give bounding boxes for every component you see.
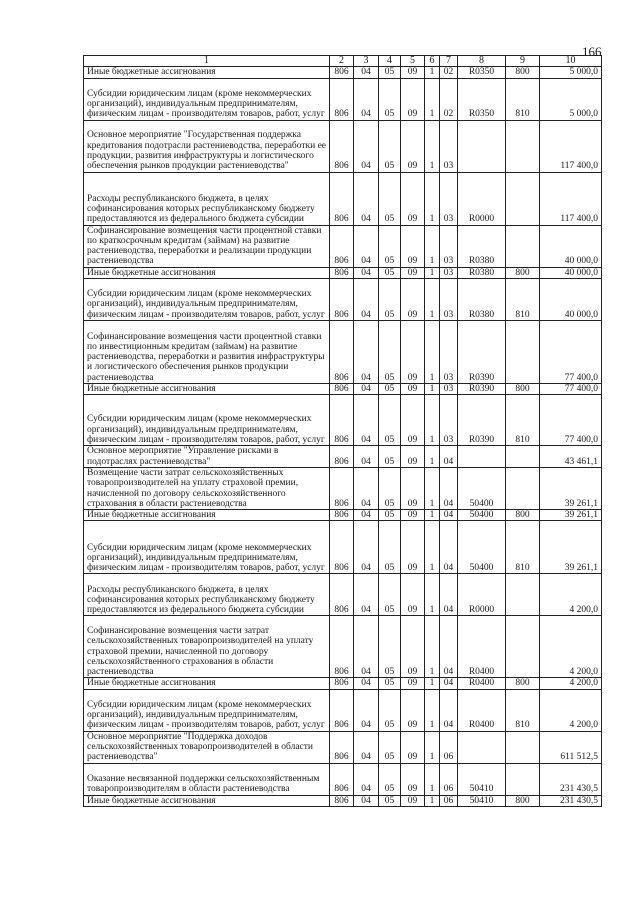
code-subprogram: 1 (425, 446, 440, 468)
table-row (84, 763, 602, 795)
code-program: 09 (401, 120, 425, 172)
header-cell: 6 (425, 56, 440, 67)
code-expense-type (506, 120, 540, 172)
code-subsection: 05 (379, 795, 401, 806)
code-direction: 50400 (458, 521, 506, 574)
table-row (84, 78, 602, 120)
code-section: 04 (354, 384, 379, 395)
code-section: 04 (354, 120, 379, 172)
code-subsection: 05 (379, 574, 401, 616)
code-subprogram: 1 (425, 678, 440, 689)
code-expense-type: 810 (506, 521, 540, 574)
amount: 39 261,1 (540, 521, 602, 574)
code-program: 09 (401, 510, 425, 521)
code-gov: 806 (330, 467, 354, 509)
code-gov: 806 (330, 267, 354, 278)
code-event: 04 (440, 446, 458, 468)
code-event: 04 (440, 521, 458, 574)
code-event: 03 (440, 267, 458, 278)
code-direction (458, 120, 506, 172)
code-event: 04 (440, 616, 458, 678)
code-gov: 806 (330, 384, 354, 395)
code-expense-type (506, 763, 540, 795)
table-row (84, 467, 602, 509)
row-name: Иные бюджетные ассигнования (84, 795, 330, 806)
code-direction: R0380 (458, 225, 506, 267)
code-section: 04 (354, 731, 379, 763)
table-row (84, 225, 602, 267)
row-name: Иные бюджетные ассигнования (84, 510, 330, 521)
row-name: Оказание несвязанной поддержки сельскохозяйственным товаропроизводителям в области растениеводства (84, 763, 330, 795)
code-gov: 806 (330, 172, 354, 225)
code-subsection: 05 (379, 395, 401, 446)
code-program: 09 (401, 574, 425, 616)
code-subprogram: 1 (425, 795, 440, 806)
code-gov: 806 (330, 225, 354, 267)
code-event: 04 (440, 678, 458, 689)
code-subsection: 05 (379, 678, 401, 689)
code-section: 04 (354, 574, 379, 616)
code-event: 06 (440, 763, 458, 795)
code-direction: 50400 (458, 467, 506, 509)
table-row (84, 321, 602, 384)
code-subprogram: 1 (425, 763, 440, 795)
code-event: 06 (440, 795, 458, 806)
amount: 231 430,5 (540, 795, 602, 806)
code-program: 09 (401, 78, 425, 120)
code-section: 04 (354, 521, 379, 574)
table-row (84, 795, 602, 806)
amount: 43 461,1 (540, 446, 602, 468)
code-event: 04 (440, 689, 458, 731)
code-event: 04 (440, 574, 458, 616)
table-row (84, 384, 602, 395)
code-section: 04 (354, 763, 379, 795)
code-direction: R0380 (458, 279, 506, 321)
code-subprogram: 1 (425, 267, 440, 278)
code-expense-type (506, 225, 540, 267)
amount: 117 400,0 (540, 172, 602, 225)
code-direction: R0350 (458, 78, 506, 120)
code-program: 09 (401, 267, 425, 278)
code-direction: 50410 (458, 795, 506, 806)
table-row (84, 689, 602, 731)
code-event: 03 (440, 279, 458, 321)
row-name: Иные бюджетные ассигнования (84, 384, 330, 395)
code-program: 09 (401, 678, 425, 689)
code-subsection: 05 (379, 120, 401, 172)
amount: 39 261,1 (540, 467, 602, 509)
code-subprogram: 1 (425, 574, 440, 616)
code-program: 09 (401, 384, 425, 395)
amount: 231 430,5 (540, 763, 602, 795)
code-subprogram: 1 (425, 78, 440, 120)
code-subsection: 05 (379, 689, 401, 731)
code-program: 09 (401, 321, 425, 384)
code-event: 02 (440, 78, 458, 120)
code-subprogram: 1 (425, 616, 440, 678)
row-name: Субсидии юридическим лицам (кроме некоммерческих организаций), индивидуальным предпринимателям, физическим лицам - производителям товаров, работ, услуг (84, 395, 330, 446)
code-subsection: 05 (379, 384, 401, 395)
amount: 117 400,0 (540, 120, 602, 172)
page-number: 166 (582, 44, 602, 59)
code-expense-type: 810 (506, 689, 540, 731)
table-row (84, 446, 602, 468)
code-gov: 806 (330, 763, 354, 795)
code-direction: R0400 (458, 678, 506, 689)
code-gov: 806 (330, 521, 354, 574)
code-section: 04 (354, 616, 379, 678)
amount: 40 000,0 (540, 225, 602, 267)
code-section: 04 (354, 279, 379, 321)
amount: 39 261,1 (540, 510, 602, 521)
code-gov: 806 (330, 678, 354, 689)
code-subprogram: 1 (425, 172, 440, 225)
code-subprogram: 1 (425, 467, 440, 509)
row-name: Субсидии юридическим лицам (кроме некоммерческих организаций), индивидуальным предпринимателям, физическим лицам - производителям товаров, работ, услуг (84, 279, 330, 321)
code-expense-type (506, 467, 540, 509)
code-direction: R0390 (458, 384, 506, 395)
code-gov: 806 (330, 120, 354, 172)
code-program: 09 (401, 446, 425, 468)
code-expense-type: 810 (506, 279, 540, 321)
code-gov: 806 (330, 795, 354, 806)
code-expense-type (506, 446, 540, 468)
code-direction: R0000 (458, 172, 506, 225)
code-section: 04 (354, 467, 379, 509)
row-name: Основное мероприятие "Государственная поддержка кредитования подотрасли растениеводства, переработки ее продукции, развития инфраструктуры и логистического обеспечения рынков продукции растениеводства" (84, 120, 330, 172)
code-expense-type: 810 (506, 78, 540, 120)
header-cell: 1 (84, 56, 330, 67)
table-row (84, 574, 602, 616)
amount: 5 000,0 (540, 67, 602, 78)
row-name: Софинансирование возмещения части процентной ставки по краткосрочным кредитам (займам) на развитие растениеводства, переработки и реализации продукции растениеводства (84, 225, 330, 267)
code-direction: R0000 (458, 574, 506, 616)
header-cell: 7 (440, 56, 458, 67)
code-event: 04 (440, 467, 458, 509)
header-cell: 5 (401, 56, 425, 67)
code-direction: R0400 (458, 616, 506, 678)
code-program: 09 (401, 521, 425, 574)
code-expense-type (506, 574, 540, 616)
table-header-row (84, 56, 602, 67)
code-subprogram: 1 (425, 689, 440, 731)
code-subsection: 05 (379, 67, 401, 78)
code-section: 04 (354, 267, 379, 278)
header-cell: 3 (354, 56, 379, 67)
code-subsection: 05 (379, 446, 401, 468)
budget-table (83, 55, 602, 807)
code-gov: 806 (330, 510, 354, 521)
header-cell: 8 (458, 56, 506, 67)
code-direction: 50410 (458, 763, 506, 795)
code-expense-type: 800 (506, 678, 540, 689)
header-cell: 4 (379, 56, 401, 67)
code-subsection: 05 (379, 467, 401, 509)
code-subsection: 05 (379, 763, 401, 795)
code-event: 06 (440, 731, 458, 763)
code-subprogram: 1 (425, 521, 440, 574)
code-direction: R0400 (458, 689, 506, 731)
amount: 5 000,0 (540, 78, 602, 120)
code-program: 09 (401, 467, 425, 509)
code-expense-type (506, 172, 540, 225)
amount: 4 200,0 (540, 678, 602, 689)
table-row (84, 120, 602, 172)
header-cell: 9 (506, 56, 540, 67)
code-section: 04 (354, 678, 379, 689)
code-subsection: 05 (379, 616, 401, 678)
row-name: Возмещение части затрат сельскохозяйственных товаропроизводителей на уплату страховой премии, начисленной по договору сельскохозяйственного страхования в области растениеводства (84, 467, 330, 509)
code-direction: 50400 (458, 510, 506, 521)
amount: 40 000,0 (540, 279, 602, 321)
code-section: 04 (354, 172, 379, 225)
row-name: Субсидии юридическим лицам (кроме некоммерческих организаций), индивидуальным предпринимателям, физическим лицам - производителям товаров, работ, услуг (84, 78, 330, 120)
code-subsection: 05 (379, 321, 401, 384)
code-event: 02 (440, 67, 458, 78)
code-expense-type: 800 (506, 510, 540, 521)
code-expense-type (506, 616, 540, 678)
amount: 4 200,0 (540, 574, 602, 616)
amount: 77 400,0 (540, 321, 602, 384)
row-name: Софинансирование возмещения части процентной ставки по инвестиционным кредитам (займам) на развитие растениеводства, переработки и развития инфраструктуры и логистического обеспечения рынков продукции растениеводства (84, 321, 330, 384)
table-row (84, 395, 602, 446)
code-gov: 806 (330, 395, 354, 446)
code-program: 09 (401, 279, 425, 321)
amount: 77 400,0 (540, 384, 602, 395)
code-gov: 806 (330, 616, 354, 678)
amount: 40 000,0 (540, 267, 602, 278)
code-event: 04 (440, 510, 458, 521)
row-name: Иные бюджетные ассигнования (84, 267, 330, 278)
table-row (84, 616, 602, 678)
row-name: Расходы республиканского бюджета, в целях софинансирования которых республиканскому бюджету предоставляются из федерального бюджета субсидии (84, 574, 330, 616)
code-direction (458, 446, 506, 468)
header-cell: 10 (540, 56, 602, 67)
code-subprogram: 1 (425, 321, 440, 384)
code-subsection: 05 (379, 279, 401, 321)
row-name: Софинансирование возмещения части затрат сельскохозяйственных товаропроизводителей на уплату страховой премии, начисленной по договору сельскохозяйственного страхования в области растениеводства (84, 616, 330, 678)
code-subprogram: 1 (425, 279, 440, 321)
code-section: 04 (354, 795, 379, 806)
code-section: 04 (354, 225, 379, 267)
amount: 77 400,0 (540, 395, 602, 446)
table-row (84, 172, 602, 225)
code-section: 04 (354, 510, 379, 521)
code-subsection: 05 (379, 267, 401, 278)
code-expense-type: 800 (506, 67, 540, 78)
row-name: Иные бюджетные ассигнования (84, 67, 330, 78)
row-name: Субсидии юридическим лицам (кроме некоммерческих организаций), индивидуальным предпринимателям, физическим лицам - производителям товаров, работ, услуг (84, 521, 330, 574)
code-section: 04 (354, 446, 379, 468)
code-subsection: 05 (379, 731, 401, 763)
code-program: 09 (401, 67, 425, 78)
code-program: 09 (401, 395, 425, 446)
table-row (84, 521, 602, 574)
code-gov: 806 (330, 446, 354, 468)
code-expense-type: 800 (506, 267, 540, 278)
code-section: 04 (354, 67, 379, 78)
table-row (84, 678, 602, 689)
code-direction: R0380 (458, 267, 506, 278)
code-expense-type: 800 (506, 384, 540, 395)
table-row (84, 510, 602, 521)
code-subsection: 05 (379, 510, 401, 521)
amount: 611 512,5 (540, 731, 602, 763)
code-program: 09 (401, 795, 425, 806)
table-row (84, 279, 602, 321)
code-gov: 806 (330, 78, 354, 120)
table-row (84, 267, 602, 278)
code-event: 03 (440, 321, 458, 384)
code-expense-type: 800 (506, 795, 540, 806)
code-subprogram: 1 (425, 731, 440, 763)
code-subprogram: 1 (425, 395, 440, 446)
code-event: 03 (440, 225, 458, 267)
code-gov: 806 (330, 279, 354, 321)
code-section: 04 (354, 321, 379, 384)
code-subprogram: 1 (425, 67, 440, 78)
amount: 4 200,0 (540, 616, 602, 678)
code-event: 03 (440, 384, 458, 395)
code-section: 04 (354, 78, 379, 120)
code-subsection: 05 (379, 521, 401, 574)
code-program: 09 (401, 731, 425, 763)
code-gov: 806 (330, 67, 354, 78)
code-subprogram: 1 (425, 510, 440, 521)
table-row (84, 67, 602, 78)
row-name: Расходы республиканского бюджета, в целях софинансирования которых республиканскому бюджету предоставляются из федерального бюджета субсидии (84, 172, 330, 225)
row-name: Субсидии юридическим лицам (кроме некоммерческих организаций), индивидуальным предпринимателям, физическим лицам - производителям товаров, работ, услуг (84, 689, 330, 731)
code-subprogram: 1 (425, 225, 440, 267)
code-section: 04 (354, 689, 379, 731)
code-event: 03 (440, 395, 458, 446)
code-direction: R0390 (458, 395, 506, 446)
code-program: 09 (401, 763, 425, 795)
code-expense-type: 810 (506, 395, 540, 446)
code-program: 09 (401, 172, 425, 225)
amount: 4 200,0 (540, 689, 602, 731)
code-direction (458, 731, 506, 763)
code-section: 04 (354, 395, 379, 446)
code-gov: 806 (330, 321, 354, 384)
code-subprogram: 1 (425, 384, 440, 395)
code-subsection: 05 (379, 78, 401, 120)
code-direction: R0350 (458, 67, 506, 78)
code-gov: 806 (330, 731, 354, 763)
code-program: 09 (401, 225, 425, 267)
code-expense-type (506, 321, 540, 384)
row-name: Иные бюджетные ассигнования (84, 678, 330, 689)
code-program: 09 (401, 689, 425, 731)
code-gov: 806 (330, 689, 354, 731)
code-program: 09 (401, 616, 425, 678)
code-expense-type (506, 731, 540, 763)
code-event: 03 (440, 172, 458, 225)
code-gov: 806 (330, 574, 354, 616)
row-name: Основное мероприятие "Поддержка доходов сельскохозяйственных товаропроизводителей в области растениеводства" (84, 731, 330, 763)
code-subsection: 05 (379, 225, 401, 267)
code-subsection: 05 (379, 172, 401, 225)
code-direction: R0390 (458, 321, 506, 384)
row-name: Основное мероприятие "Управление рисками в подотраслях растениеводства" (84, 446, 330, 468)
header-cell: 2 (330, 56, 354, 67)
code-subprogram: 1 (425, 120, 440, 172)
table-row (84, 731, 602, 763)
code-event: 03 (440, 120, 458, 172)
